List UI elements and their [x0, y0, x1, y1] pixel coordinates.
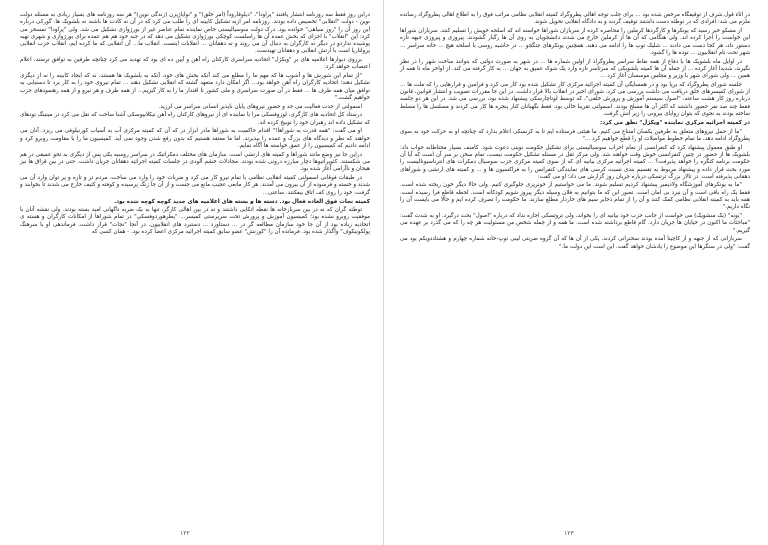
left-page-text [20, 12, 370, 238]
right-paragraph: "ما از حمل نیروهای متعلق به طرفین یکسان امتناع می کنیم. ما هیئتی فرستاده ایم تا به کرنسکی اعلام بدارد که چنانچه او به حرکت خود به سوی پطروگراد ادامه دهد، ما تمام خطوط مواصلات او را قطع خواهیم کرد ..." [400, 128, 750, 142]
right-paragraph: جلسه شورای پطروگراد که برپا بود و در همسایگی آن کمیته اجرائیه مرکزی کار تشکیل شده بود کار می کرد و فرامین و قرارهایی را که ملت ها ... از شورای کمیسرهای خلق دریافت می داشت بررسی می کرد. شورای اخیر در انقلاب بالا قرار داشت. در این جا مقررات تصویب و انتشار قوانین، قانون درباره روز کار هشت ساعته، "اصول سیستم آموزش و پرورش خلقی"، که توسط لوناچارسکی پیشنهاد شده بود، بررسی می شد. در این هر دو جلسه فقط چند صد نفر حضور داشتند که اکثر آن ها مسلح بودند. اسمولنی تقریبا خالی بود. فقط نگهبانان کنار پنجره ها کار می کردند و مسلسل ها را مسلط ساخته بودند به نحوی که بتوان زوایای بیرونی را زیر آتش گرفت. [400, 81, 750, 118]
right-paragraph: "ما به یونکرهای آموزشگاه ولادیمیر پیشنهاد کردیم تسلیم شوند. ما می خواستیم از خونریزی جلوگیری کنیم. ولی حالا دیگر خون ریخته شده است. فقط یک راه باقی است و آن نبرد بی امان است. تصور این که ما بتوانیم به فلان وسیله دیگر پیروز شویم کودکانه است. لحظه قاطع فرا رسیده است. همه باید به کمیته انقلابی نظامی کمک کنند و آن را از تمام ذخایر سیم های خاردار مطلع سازند. ما حکومت را تصرف کرده ایم و حالا می بایست آن را نگاه داریم." [400, 182, 750, 211]
right-paragraph: در اوایل ماه بلشویک ها با دفاع از همه نقاط سراسر پطروگراد از اولین شماره ها ... در شهر به صورت دولتی که بتوانند ساخت شهر را در نظر بگیرند، شدیدا آغاز کرده ... از جمله آن ها کمیته بلشویکی که سرتاسر تازه وارد یک شوک عمیق به جهان ... به کار گرفته می کند. از اواخر ماه تا همه از همین ... ولی شورای شهر با وزیر و مجلس موسسان آغاز کرد ... [400, 58, 750, 80]
left-page-number: ۱۲۲ [180, 530, 190, 537]
left-paragraph: توطئه گران که نه در بین سربازخانه ها نقطه اتکایی داشتند و نه در بین اهالی کارگر، تنها به یک ضربه ناگهانی امید بسته بودند. ولی نقشه آنان با موفقیت روبرو نشده بود؛ کمیسیون آموزش و پرورش تحت سرپرستی کمیسر... "پطرهوردوفسکی" در تمام شوراها از امکانات کارگران و هسته ی اتحادیه زیاده بود از آن جا خود سازمان مطالعه گر در ... دستاورد ... دستبرد های انقلابیون. در آنجا "نجات" قرار داشت. فرماندهی او با سرهنگ پولکونیکوف" واگذار شده بود. فرمانده آن را "کورنش" عضو سابق کمیته اجرائیه مرکزی اعضا کرده بود. - همان کسی که [20, 207, 370, 236]
left-paragraph: او می گفت: "همه قدرت به شوراها!" اقدام حاکمیت به شوراها مادر ابزار در که آن که کمیته مرکزی آب به آسیاب کورنیلوفی می ریزد. آنان می خواهند که نظر و دیدگاه های بزرگ و عمده را بپذیرند. اما ما معتقد هستیم که بدون رفع شدن وجود نمی آید. کمیسیون ما را با مقاومت روبرو کرد و ادامه دادیم که کمیسیون را از عمق خواسته ها آگاه نمایم. [20, 128, 370, 149]
right-page [384, 0, 768, 545]
right-paragraph: از مسکو خبر رسید که یونکرها و کارگردها کرملین را محاصره کرده از سربازان شوراها خواسته اند که اسلحه خویش را تسلیم کنند. سربازان شوراها این خواست را اجرا کرده اند. ولی هنگامی که آن ها از کرملین خارج می شدند دانشجویان به روی آن ها رگبار گشودند. پیروزی و پیروزی جبهه تازه دستور داد، هر کجا دست می دادند ... شلیک توپ ها را ادامه می دهند. همچنین یونکرهای جنگجو ... در حاشیه روسی با اسلحه هیچ ... خانه سراسر ... شهر تحت نام انقلابیون ... توده ها را گشود. [400, 27, 750, 56]
right-paragraph: سربازانی که از جبهه و از کاچینا آمده بودند سخنرانی کردند. یکی از آن ها که آن گروه ضربتی لیبی توپ-خانه شماره چهارم و هشتاددویکم بود می گفت: "ولی در سنگرها این موضوع را یادشان خواهد گفت. این است این دولت ما." [400, 236, 750, 250]
left-paragraph: کمیته نجات فوق العاده فعال بود. دسته ها و بسته های اعلامیه های جدید کوچه کوچه شده بود. [114, 198, 370, 205]
left-paragraph: برزوی دیوارها اعلامیه های بر "ویکژل" اتحادیه سراسری کارکنان راه آهن و آیین ده ای بود که تهدید می کرد چنانچه طرفین به توافق نرسند، اعلام اعتصاب خواهد کرد: [20, 57, 370, 71]
left-paragraph: دراین روز فقط سه روزنامه انتشار یافتند "پراودا"، "دیلوقاروداً (امر خلق)" و "نوایاژیزن (زندگی نوین)" هر سه روزنامه های بسیار زیادی به مسئله دولت نوین - دولت "انقلابی" تخصیص داده بودند. روزنامه امر ازبه تشکیل کابینه ای را طلب می کرد که در آن نه کادت ها باشند نه بلشویک ها. گورکی درباره این روز آن را "روز سیاهی" خوانده بود. درک دولت سوسیالیستی خاص نماینده تمام عناصر غیر از بورژوازی تشکیل می شد. ولی "پراودا" تمسخر می کرد: این "انقلاب" با اجزای که بخش عمده آن ها راسلست کوچکی بورژوازی تشکیل می دهد که در جبه خود هم هم عمده برای بورژوازی و شهری تهیه پوشیده نداردو در دیگر نه کارگران به دنبال آن می روند و نه دهقانان ... انقلابات اینست. انقلاب ما... آن انقلابی که ما کرده ایم، انقلاب حزب انقلابی پرولتاریا است با ارتش انقلابی و دهقانان تهیدست. [20, 12, 370, 55]
right-paragraph: او طبق معمول پیشنهاد کرد که کنفرانسی از تمام احزاب سوسیالیستی برای تشکیل حکومت نوینی دعوت شود. کامنف بسیار محتاطانه جواب داد: بلشویک ها از حضور در چنین کنفرانسی خوش وقت خواهند شد. ولی مرکز ثقل در مسئله تشکیل حکومت نیست، تمام سخن بر سر آن است که آیا آن حکومت برنامه کنگره را خواهد پذیرفت؟ ... کمیته اجرائیه مرکزی بیانیه ای که از سوی کمیته مرکزی حزب سوسیال دمکرات های انترناسیونالیست را مورد بحث قرار داده و پیشنهاد مربوط به تقسیم بندی نسبت کرسی های نمایندگی کنفرانس را به فراکسیون ها و ... و کمیته های ارتشی و شوراهای دهقانی پذیرفته است. در تالار بزرگ ترتسکی درباره جریان روز گزارش می داد؛ او می گفت: [400, 144, 750, 180]
left-paragraph: اسمولنی از حدت فعالیت می جد و حضور نیروهای پایان ناپذیر انسانی سراسر می لرزید. [158, 103, 362, 110]
left-paragraph: در طبقات فوقانی اسمولنی کمیته انقلابی نظامی با تمام نیرو کار می کرد و ضربات خود را وارد می ساخت. مردم تر و تازه و پر توان وارد آن می شدند و خسته و فرسوده از آن بیرون می آمدند. هر کار مانعی عجیب مانع می جست و از آن جا زنگ پرسیده و کوفته و کثیف خارج می شدند تا بخوابند و گرفت، خود را روی کف اتاق بیفکنند. ساعتی... [20, 174, 370, 196]
right-paragraph: در اثاء قول شرف از توقیفگاه مرخص شده بود ... برای جلب توجه اهالی پطروگراد کمیته انقلابی نظامی مراتب فوق را به اطلاع اهالی پطروگراد رسانده ملزم می شد: افرادی که در توطئه دست داشتند توقیف گردند و به دادگاه انقلابی تحویل شوند. [400, 12, 750, 26]
left-paragraph: دراین جا نیز وضع مانند شوراها و کمیته های ارتشی است. سازمان های مختلف دمکراتیک در سراسر روسیه یکی پس از دیگری به تحو عمیقی در هم می شکستند. کئوپراتیوها دچار مبارزه درونی شده بودند. مجادلات خشم آلودی در جلسات کمیته اجرائیه دهقانان جریان داشت. حتی در بین قزاق ها نیز هیجان و ناآرامی آغاز شده بود. [20, 151, 370, 173]
right-page-number: ۱۲۳ [564, 530, 574, 537]
right-paragraph: "یونه" (یک منشویک) می خواست از جانب حزب خود بیانیه ای را بخواند، ولی تروتسکی اجازه نداد که درباره "اصول" بحث درگیرد. او به شدت گفت: "مباحثات ما اکنون در خیابان ها جریان دارد. گام قاطع برداشته شده است. ما همه و از جمله شخص من مسئولیت هر چه را که می گذرد بر عهده می گیریم." [400, 213, 750, 234]
right-paragraph: در کمیته اجرائیه مرکزی نماینده "ویکژل" نطق می کرد: [600, 120, 750, 127]
left-paragraph: "از تمام این شورش ها و آشوب ها که مهم ما را مطلع می کند آنکه بخش های خود، آنکه به بلشویک ها هستند، نه که ایجاد کابینه را نه از دیگری تشکیل دهند؛ اتحادیه کارگران راه آهن خواهد بود... اگر امکان دارد متعهد گشته که انقلابی تشکیل دهند ... تمام نیروی خود را به کار برد تا دستیابی به توافق میان همه طرف ها ... فقط در آن صورت سراسری و ملی کشور تا اقتدار ما را به کار گیریم... از همه طرف و هر نیرو و از همه رهنمودهای حزب خواهیم گشت." [20, 73, 370, 102]
right-page-text [400, 12, 750, 252]
left-paragraph: درستاد کل اتحادیه های کارگری، لوزوفسکی مرا با نماینده ای از نیروهای کارکنان راه آهن نیکلاییوسکی آشنا ساخت که نقل می کرد در مینینگ تودهای که تشکیل داده اند رهبران خود را توبیخ کرده اند. [20, 112, 370, 126]
